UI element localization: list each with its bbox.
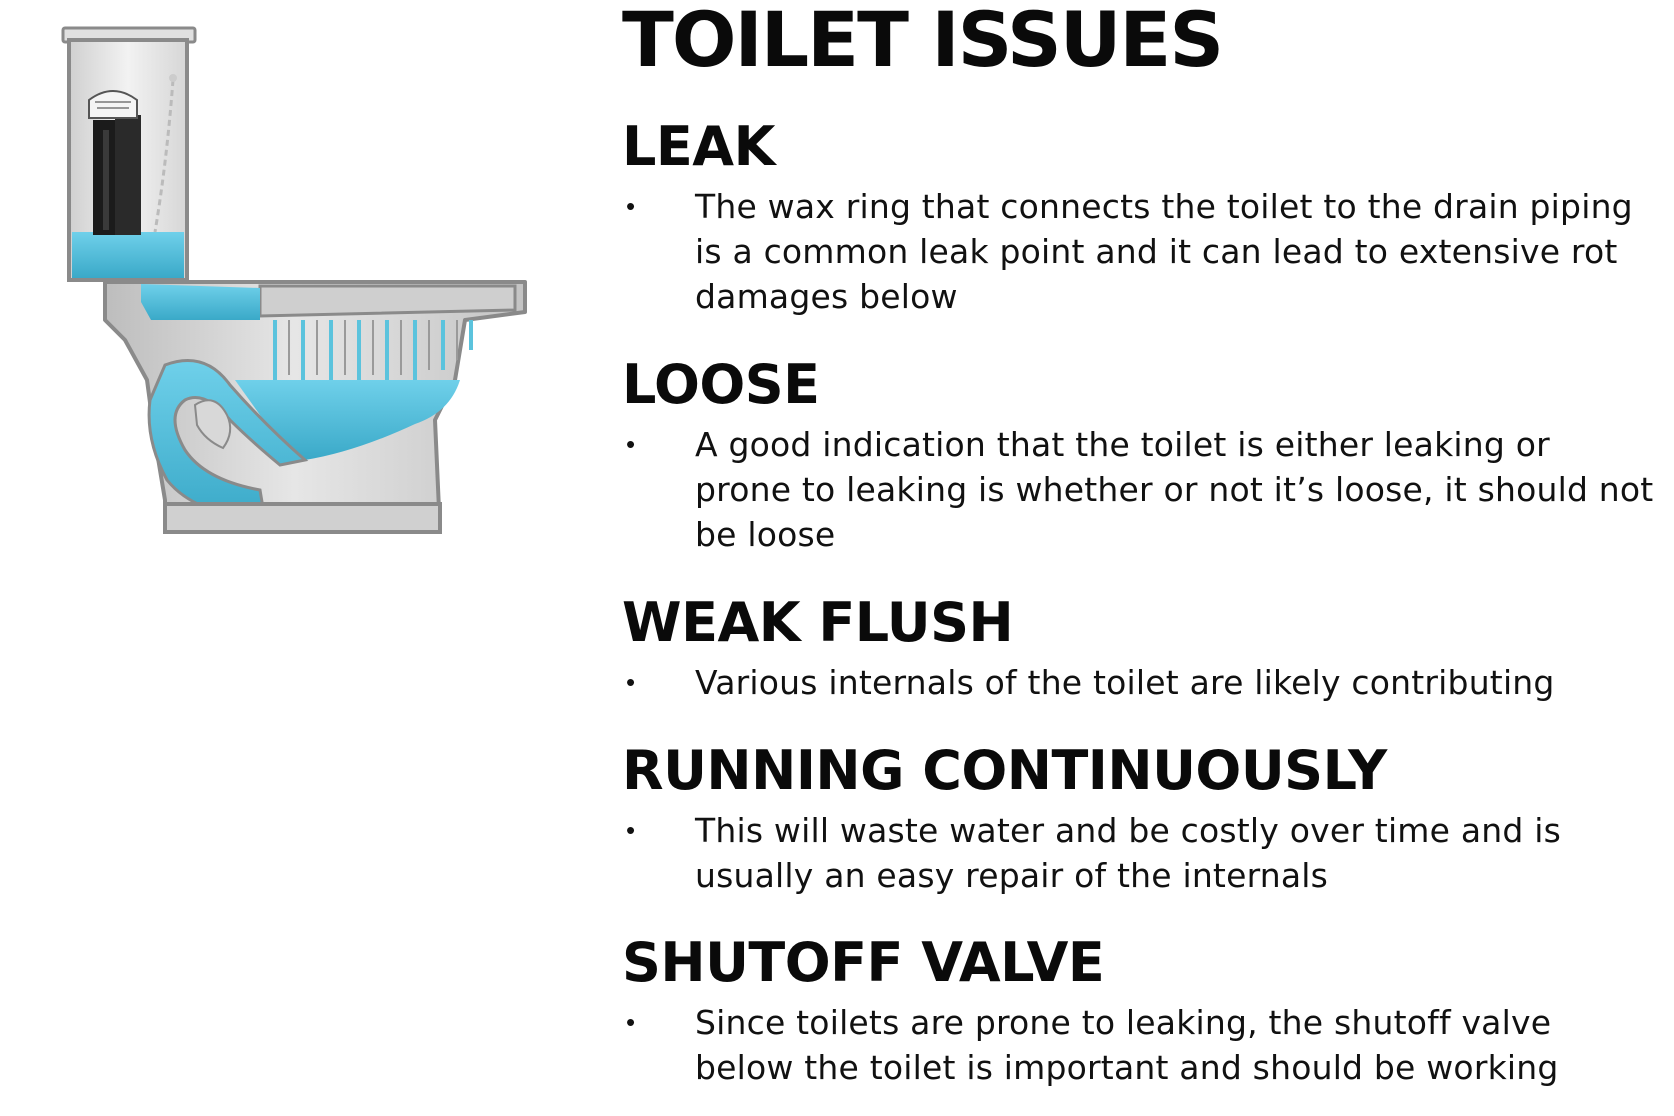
content-column xyxy=(622,0,1654,1087)
section-heading: LEAK xyxy=(622,115,775,178)
bullet-text: A good indication that the toilet is either leaking or prone to leaking is whether or not it’s loose, it should not be loose xyxy=(695,425,1654,554)
bullet-item xyxy=(622,184,1652,319)
section-shutoff-valve xyxy=(622,931,1652,1090)
bullet-icon: • xyxy=(626,815,636,845)
section-heading: WEAK FLUSH xyxy=(622,591,1014,654)
bullet-icon: • xyxy=(626,667,636,697)
bullet-item xyxy=(622,422,1652,557)
section-running-continuously xyxy=(622,739,1652,898)
toilet-cutaway-illustration xyxy=(55,20,565,560)
bullet-text: The wax ring that connects the toilet to the drain piping is a common leak point and it can lead to extensive rot damages below xyxy=(695,187,1633,316)
bullet-icon: • xyxy=(626,429,636,459)
section-loose xyxy=(622,353,1654,557)
section-weak-flush xyxy=(622,591,1652,705)
section-leak xyxy=(622,115,1652,319)
bullet-item xyxy=(622,1000,1652,1090)
bullet-text: Since toilets are prone to leaking, the shutoff valve below the toilet is important and should be working xyxy=(695,1003,1559,1087)
bullet-icon: • xyxy=(626,1007,636,1037)
bullet-text: Various internals of the toilet are likely contributing xyxy=(695,663,1555,702)
bullet-text: This will waste water and be costly over time and is usually an easy repair of the internals xyxy=(695,811,1561,895)
section-heading: RUNNING CONTINUOUSLY xyxy=(622,739,1387,802)
page-title: TOILET ISSUES xyxy=(622,0,1223,84)
bullet-item xyxy=(622,808,1652,898)
section-heading: SHUTOFF VALVE xyxy=(622,931,1105,994)
bullet-item xyxy=(622,660,1652,705)
bullet-icon: • xyxy=(626,191,636,221)
section-heading: LOOSE xyxy=(622,353,820,416)
